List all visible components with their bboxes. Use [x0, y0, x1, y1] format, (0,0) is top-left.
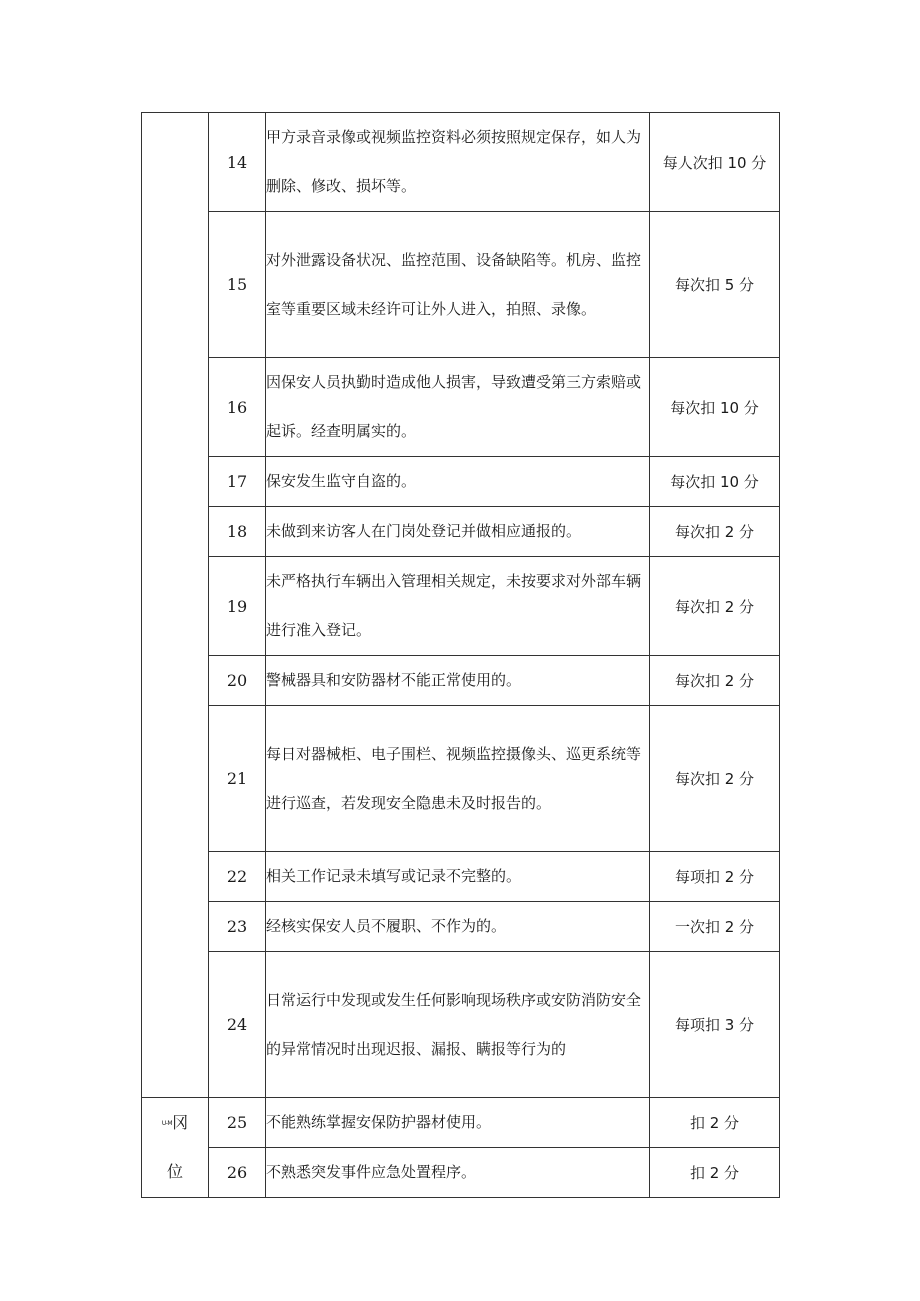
- row-penalty: 一次扣 2 分: [650, 902, 780, 952]
- row-number: 26: [209, 1148, 266, 1198]
- row-description: 不熟悉突发事件应急处置程序。: [266, 1148, 650, 1198]
- row-description: 甲方录音录像或视频监控资料必须按照规定保存，如人为删除、修改、损坏等。: [266, 113, 650, 212]
- row-description: 相关工作记录未填写或记录不完整的。: [266, 852, 650, 902]
- row-number: 14: [209, 113, 266, 212]
- row-penalty: 每项扣 2 分: [650, 852, 780, 902]
- table-row: [142, 212, 780, 358]
- row-description: 经核实保安人员不履职、不作为的。: [266, 902, 650, 952]
- row-number: 21: [209, 706, 266, 852]
- table-row: [142, 656, 780, 706]
- row-penalty: 每次扣 2 分: [650, 656, 780, 706]
- row-penalty: 每次扣 2 分: [650, 507, 780, 557]
- table-row: [142, 358, 780, 457]
- row-description: 对外泄露设备状况、监控范围、设备缺陷等。机房、监控室等重要区域未经许可让外人进入，拍照、录像。: [266, 212, 650, 358]
- table-row: [142, 902, 780, 952]
- row-penalty: 每次扣 10 分: [650, 358, 780, 457]
- row-penalty: 每次扣 2 分: [650, 557, 780, 656]
- table-row: [142, 952, 780, 1098]
- post-category-prefix: U-M: [161, 1120, 173, 1127]
- row-penalty: 每次扣 2 分: [650, 706, 780, 852]
- row-number: 15: [209, 212, 266, 358]
- post-category-char1: 冈: [172, 1113, 189, 1132]
- rules-table: [141, 112, 780, 1198]
- row-penalty: 每人次扣 10 分: [650, 113, 780, 212]
- table-row: [142, 557, 780, 656]
- post-category-line2: 位: [166, 1162, 183, 1181]
- row-number: 20: [209, 656, 266, 706]
- table-row: [142, 113, 780, 212]
- row-penalty: 扣 2 分: [650, 1098, 780, 1148]
- row-number: 16: [209, 358, 266, 457]
- table-row: [142, 1148, 780, 1198]
- table-row: [142, 507, 780, 557]
- row-description: 不能熟练掌握安保防护器材使用。: [266, 1098, 650, 1148]
- row-penalty: 扣 2 分: [650, 1148, 780, 1198]
- row-description: 因保安人员执勤时造成他人损害，导致遭受第三方索赔或起诉。经查明属实的。: [266, 358, 650, 457]
- post-category-line1: [142, 1099, 208, 1148]
- row-number: 25: [209, 1098, 266, 1148]
- row-description: 未做到来访客人在门岗处登记并做相应通报的。: [266, 507, 650, 557]
- table-row: [142, 1098, 780, 1148]
- row-penalty: 每次扣 10 分: [650, 457, 780, 507]
- table-row: [142, 852, 780, 902]
- row-description: 日常运行中发现或发生任何影响现场秩序或安防消防安全的异常情况时出现迟报、漏报、瞒报等行为的: [266, 952, 650, 1098]
- row-description: 每日对器械柜、电子围栏、视频监控摄像头、巡更系统等进行巡查，若发现安全隐患未及时报告的。: [266, 706, 650, 852]
- table-row: [142, 706, 780, 852]
- row-penalty: 每次扣 5 分: [650, 212, 780, 358]
- category-cell: [142, 113, 209, 1098]
- row-number: 24: [209, 952, 266, 1098]
- row-penalty: 每项扣 3 分: [650, 952, 780, 1098]
- row-number: 22: [209, 852, 266, 902]
- row-number: 17: [209, 457, 266, 507]
- table-row: [142, 457, 780, 507]
- row-number: 23: [209, 902, 266, 952]
- row-description: 警械器具和安防器材不能正常使用的。: [266, 656, 650, 706]
- row-description: 保安发生监守自盗的。: [266, 457, 650, 507]
- row-description: 未严格执行车辆出入管理相关规定，未按要求对外部车辆进行准入登记。: [266, 557, 650, 656]
- post-category-cell: [142, 1098, 209, 1198]
- row-number: 19: [209, 557, 266, 656]
- row-number: 18: [209, 507, 266, 557]
